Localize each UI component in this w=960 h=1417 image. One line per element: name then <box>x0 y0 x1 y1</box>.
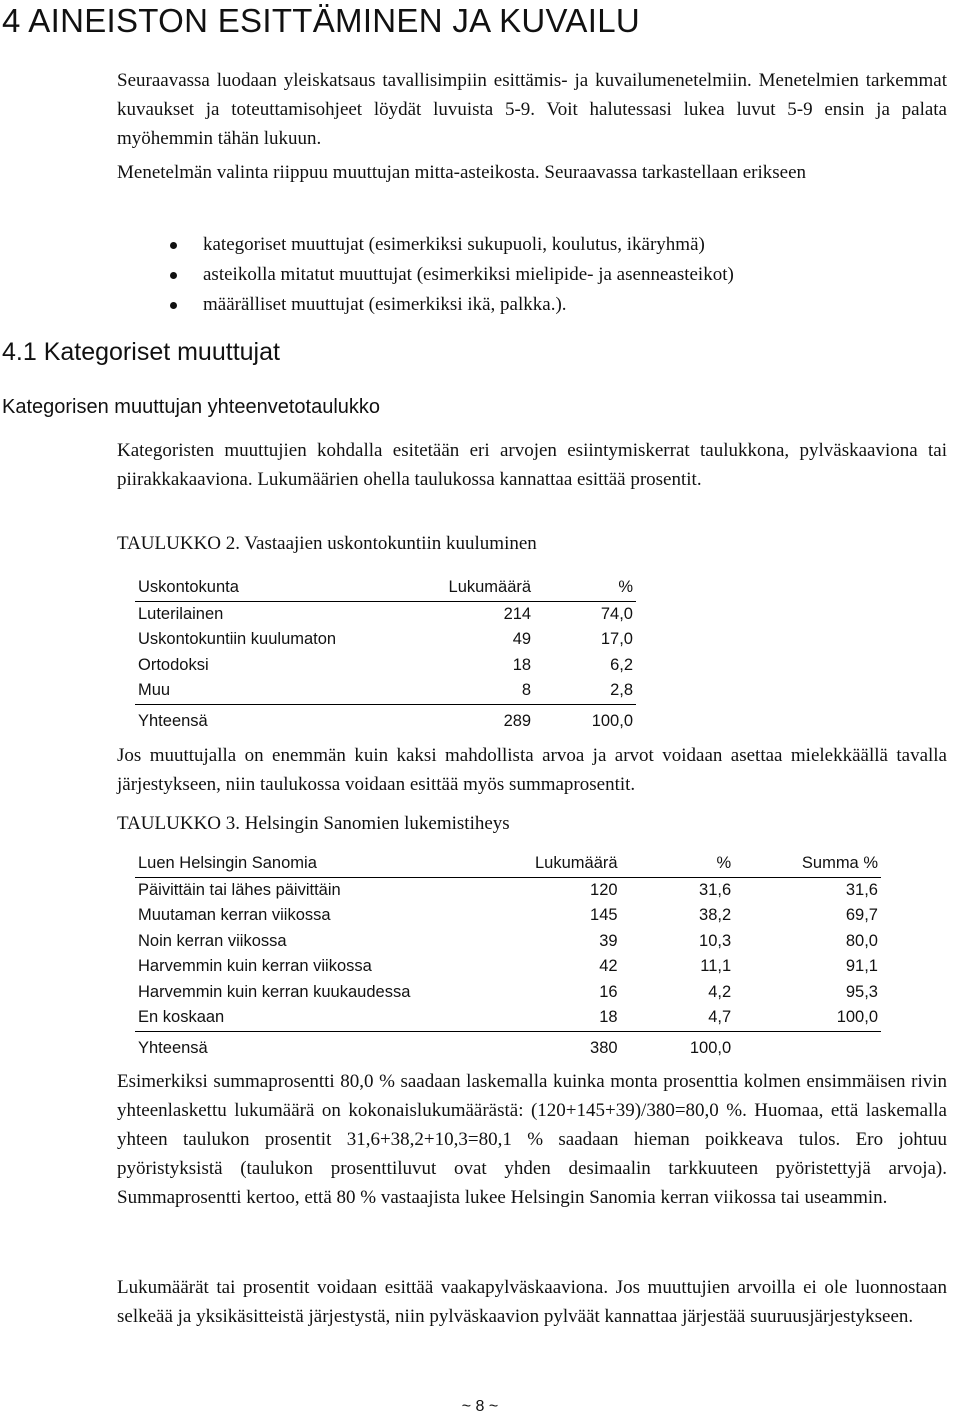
list-item: määrälliset muuttujat (esimerkiksi ikä, palkka.). <box>166 290 734 320</box>
bullet-icon <box>170 272 177 279</box>
table-row: Muu 8 2,8 <box>135 678 636 704</box>
list-item: asteikolla mitatut muuttujat (esimerkiksi mielipide- ja asenneasteikot) <box>166 260 734 290</box>
column-header: Luen Helsingin Sanomia <box>135 851 479 877</box>
list-item: kategoriset muuttujat (esimerkiksi sukupuoli, koulutus, ikäryhmä) <box>166 230 734 260</box>
intro-paragraph: Seuraavassa luodaan yleiskatsaus tavallisimpiin esittämis- ja kuvailumenetelmiin. Menetelmien tarkemmat kuvaukset ja toteuttamisohjeet löydät luvuista 5-9. Voit halutessasi lukea luvut 5-9 ensin ja palata myöhemmin tähän lukuun. <box>117 70 947 149</box>
column-header: Lukumäärä <box>410 575 534 601</box>
table-row: Harvemmin kuin kerran viikossa 42 11,1 91,1 <box>138 957 878 976</box>
table-row: Muutaman kerran viikossa 145 38,2 69,7 <box>138 906 878 925</box>
table-row: Päivittäin tai lähes päivittäin 120 31,6 31,6 <box>138 880 878 899</box>
table-total-row: Yhteensä 289 100,0 <box>138 711 633 730</box>
table-row: Uskontokuntiin kuulumaton 49 17,0 <box>138 630 633 649</box>
section-heading: 4.1 Kategoriset muuttujat <box>2 338 280 366</box>
barchart-paragraph: Lukumäärät tai prosentit voidaan esittää vaakapylväskaaviona. Jos muuttujien arvoilla ei ole luonnostaan selkeää ja yksikäsitteistä järjestystä, niin pylväskaavion pylväät kannattaa järjestää suuruusjärjestykseen. <box>117 1277 947 1327</box>
chapter-heading: 4 AINEISTON ESITTÄMINEN JA KUVAILU <box>2 2 640 39</box>
table-header-row <box>135 851 881 877</box>
categorical-paragraph: Kategoristen muuttujien kohdalla esitetään eri arvojen esiintymiskerrat taulukkona, pylväskaaviona tai piirakkakaaviona. Lukumäärien ohella taulukossa kannattaa esittää prosentit. <box>117 440 947 490</box>
example-paragraph: Esimerkiksi summaprosentti 80,0 % saadaan laskemalla kuinka monta prosenttia kolmen ensimmäisen rivin yhteenlaskettu lukumäärä on kokonaislukumäärästä: (120+145+39)/380=80,0 %. Huomaa, että laskemalla yhteen taulukon prosentit 31,6+38,2+10,3=80,1 % saadaan hieman poikkeava tulos. Ero johtuu pyöristyksistä (taulukon prosenttiluvut ovat yhden desimaalin tarkkuuteen pyöristettyjä arvoja). Summaprosentti kertoo, että 80 % vastaajista lukee Helsingin Sanomia kerran viikossa tai useammin. <box>117 1071 947 1208</box>
reading-frequency-table <box>135 851 881 1061</box>
religion-table <box>135 575 636 734</box>
column-header: Summa % <box>734 851 881 877</box>
column-header: % <box>621 851 735 877</box>
column-header: Uskontokunta <box>135 575 410 601</box>
table-row: Ortodoksi 18 6,2 <box>138 655 633 674</box>
column-header: % <box>534 575 636 601</box>
table-row: En koskaan 18 4,7 100,0 <box>135 1005 881 1031</box>
table3-caption: TAULUKKO 3. Helsingin Sanomien lukemistiheys <box>117 813 510 834</box>
table2-caption: TAULUKKO 2. Vastaajien uskontokuntiin kuuluminen <box>117 533 537 554</box>
table-row: Luterilainen 214 74,0 <box>138 604 633 623</box>
table-row: Noin kerran viikossa 39 10,3 80,0 <box>138 931 878 950</box>
variable-type-list <box>166 230 734 320</box>
page-number: ~ 8 ~ <box>461 1398 499 1415</box>
table-total-row: Yhteensä 380 100,0 <box>138 1038 732 1057</box>
subsection-heading: Kategorisen muuttujan yhteenvetotaulukko <box>2 396 381 418</box>
scale-paragraph: Menetelmän valinta riippuu muuttujan mitta-asteikosta. Seuraavassa tarkastellaan erikseen <box>117 162 807 183</box>
table-header-row <box>135 575 636 601</box>
bullet-icon <box>170 242 177 249</box>
column-header: Lukumäärä <box>479 851 621 877</box>
sum-percent-paragraph: Jos muuttujalla on enemmän kuin kaksi mahdollista arvoa ja arvot voidaan asettaa mielekkäällä tavalla järjestykseen, niin taulukossa voidaan esittää myös summaprosentit. <box>117 745 947 795</box>
table-row: Harvemmin kuin kerran kuukaudessa 16 4,2 95,3 <box>138 982 878 1001</box>
bullet-icon <box>170 302 177 309</box>
